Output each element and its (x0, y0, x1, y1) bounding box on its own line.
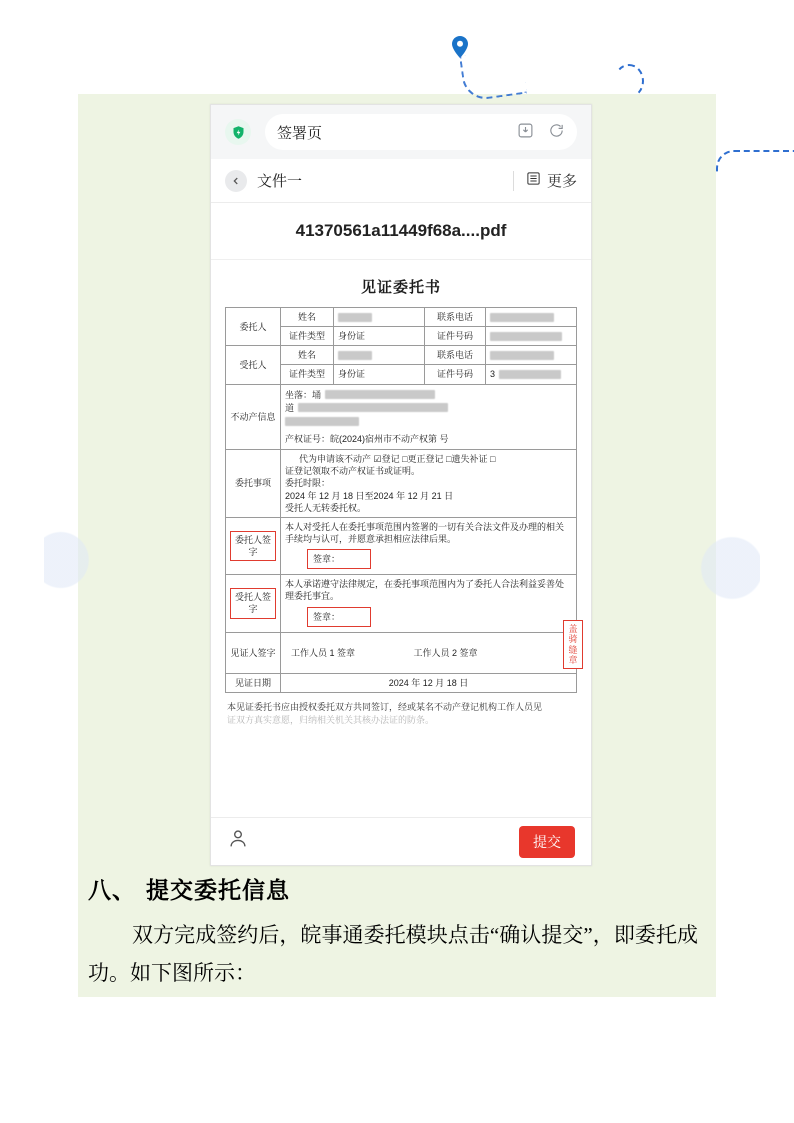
file-name: 41370561a11449f68a....pdf (211, 203, 591, 260)
trustee-label: 受托人 (226, 346, 281, 384)
trustee-signature-box[interactable]: 签章： (307, 607, 371, 627)
matters-label: 委托事项 (226, 450, 281, 518)
shield-icon (225, 119, 251, 145)
chevron-left-icon[interactable] (225, 170, 247, 192)
principal-id-no-value (486, 327, 577, 346)
document-preview (211, 260, 591, 820)
app-bar (211, 105, 591, 159)
trustee-signature-label: 受托人签字 (226, 575, 281, 632)
page-title-pill (265, 114, 577, 150)
witness-staff-cell (281, 632, 577, 673)
table-row (226, 450, 577, 518)
nav-bar (211, 159, 591, 203)
refresh-icon[interactable] (548, 122, 565, 143)
footnote-line-1: 本见证委托书应由授权委托双方共同签订，经或某名不动产登记机构工作人员见 (227, 701, 543, 712)
phone-label: 联系电话 (425, 346, 486, 365)
witness-entrustment-table (225, 307, 577, 693)
trustee-statement-cell: 本人承诺遵守法律规定，在委托事项范围内为了委托人合法利益妥善处理委托事宜。 签章： (281, 575, 577, 632)
property-label: 不动产信息 (226, 384, 281, 450)
submit-button[interactable]: 提交 (519, 826, 575, 858)
staff2-label: 工作人员 2 签章 (413, 647, 478, 658)
nav-title: 文件一 (257, 173, 303, 190)
table-row (226, 384, 577, 450)
decorative-watermark-right (690, 520, 760, 640)
phone-label: 联系电话 (425, 308, 486, 327)
bottom-action-bar (211, 817, 591, 865)
trustee-id-no-value: 3 (486, 365, 577, 384)
principal-signature-box[interactable]: 签章： (307, 549, 371, 569)
list-icon (526, 171, 541, 190)
more-label: 更多 (546, 173, 577, 190)
section-number: 八、 (88, 878, 136, 903)
phone-screenshot (210, 104, 592, 866)
person-icon[interactable] (227, 828, 249, 856)
table-row (226, 632, 577, 673)
section-heading (88, 872, 290, 905)
name-label: 姓名 (281, 346, 334, 365)
seal-side-label: 盖骑缝章 (563, 620, 583, 669)
doc-title: 见证委托书 (360, 279, 441, 296)
section-title: 提交委托信息 (146, 878, 290, 903)
witness-date-value: 2024 年 12 月 18 日 (281, 673, 577, 692)
trustee-name-value (334, 346, 425, 365)
more-button[interactable] (526, 170, 577, 191)
id-type-label: 证件类型 (281, 365, 334, 384)
table-row (226, 575, 577, 632)
trustee-phone-value (486, 346, 577, 365)
principal-statement-cell: 本人对受托人在委托事项范围内签署的一切有关合法文件及办理的相关手续均与认可，并愿意承担相应法律后果。 签章： (281, 517, 577, 574)
id-type-label: 证件类型 (281, 327, 334, 346)
property-info-value: 坐落：埇 道 产权证号：皖(2024)宿州市不动产权第 号 (281, 384, 577, 450)
principal-id-type-value: 身份证 (334, 327, 425, 346)
save-icon[interactable] (517, 122, 534, 143)
principal-label: 委托人 (226, 308, 281, 346)
table-row (226, 517, 577, 574)
table-row (226, 673, 577, 692)
table-row (226, 346, 577, 365)
footnote-line-2: 证双方真实意愿，归纳相关机关其核办法证的防条。 (227, 715, 435, 726)
decorative-dashed-arc (614, 64, 644, 98)
doc-footnote (225, 701, 577, 728)
matters-value: 代为申请该不动产 ☑登记 □更正登记 □遗失补证 □ 证登记领取不动产权证书或证明。 委托时限： 2024 年 12 月 18 日至2024 年 12 月 21 日 受托人无转委托权。 (281, 450, 577, 518)
principal-name-value (334, 308, 425, 327)
principal-signature-label: 委托人签字 (226, 517, 281, 574)
section-paragraph (88, 916, 698, 992)
table-row (226, 308, 577, 327)
decorative-watermark-left (44, 520, 100, 620)
witness-signature-label: 见证人签字 (226, 632, 281, 673)
witness-date-label: 见证日期 (226, 673, 281, 692)
id-no-label: 证件号码 (425, 327, 486, 346)
decorative-dashed-line-right (716, 150, 794, 172)
page-title: 签署页 (277, 124, 323, 142)
trustee-id-type-value: 身份证 (334, 365, 425, 384)
staff1-label: 工作人员 1 签章 (291, 647, 356, 658)
principal-phone-value (486, 308, 577, 327)
name-label: 姓名 (281, 308, 334, 327)
paragraph-text: 双方完成签约后，皖事通委托模块点击“确认提交”，即委托成功。如下图所示： (88, 923, 698, 985)
nav-divider (513, 171, 514, 191)
id-no-label: 证件号码 (425, 365, 486, 384)
